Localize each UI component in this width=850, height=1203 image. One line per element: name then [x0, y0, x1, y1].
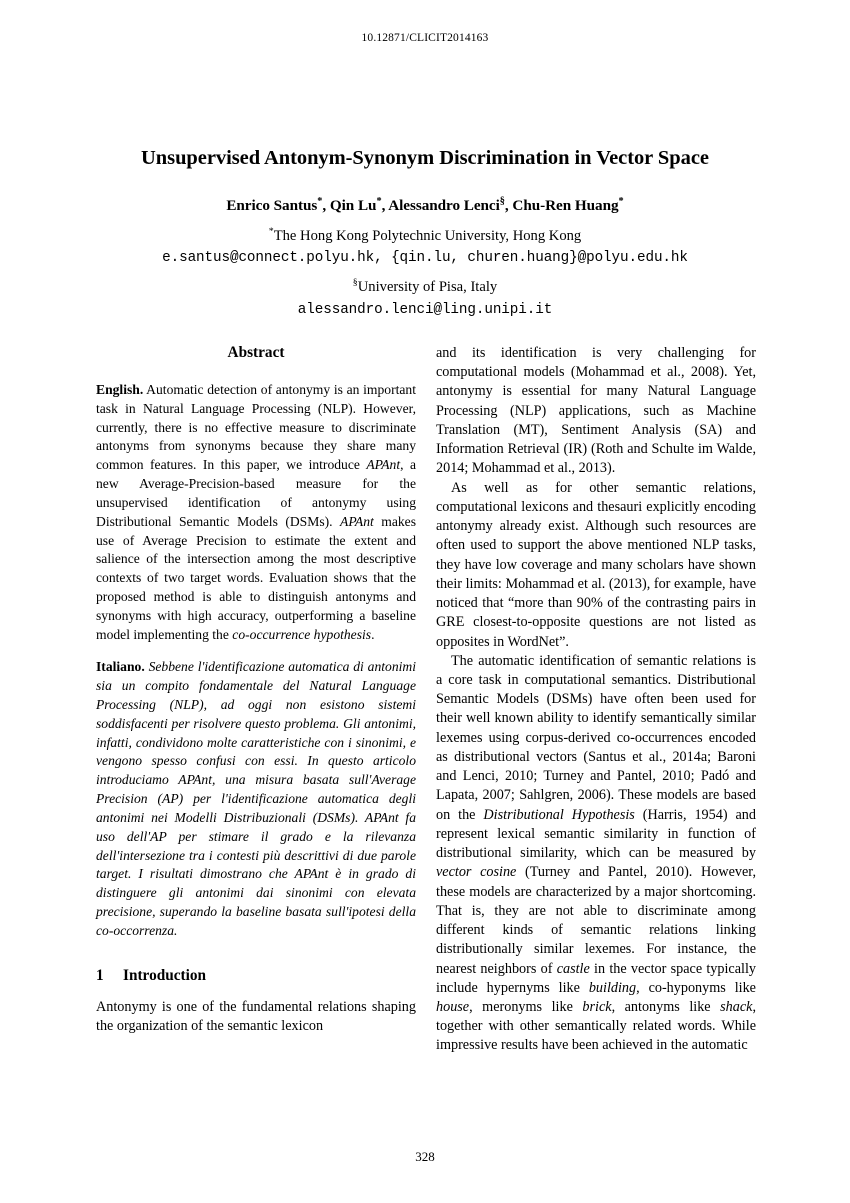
author-list: Enrico Santus*, Qin Lu*, Alessandro Lenci§, Chu-Ren Huang* [226, 195, 624, 214]
affiliation-2-marker: § [352, 277, 358, 289]
author-3: Alessandro Lenci [388, 196, 500, 214]
author-2-marker: * [376, 195, 382, 207]
abstract-english-label: English. [96, 382, 144, 397]
author-1-marker: * [317, 195, 323, 207]
affiliation-2 [75, 278, 775, 297]
page-title: Unsupervised Antonym-Synonym Discrimination in Vector Space [141, 147, 709, 169]
section-heading-introduction [96, 967, 416, 985]
left-column [96, 344, 416, 1036]
title-block [75, 146, 775, 319]
affiliation-2-name: University of Pisa, Italy [357, 279, 498, 296]
intro-paragraph-continuation: and its identification is very challenging for computational models (Mohammad et al., 2008). Yet, antonymy is essential for many Natural Language Processing (NLP) applications, such as Machine Translation (MT), Sentiment Analysis (SA) and Information Retrieval (IR) (Roth and Schulte im Walde, 2014; Mohammad et al., 2013). [436, 345, 756, 477]
affiliation-1-marker: * [268, 225, 274, 237]
author-4-marker: * [618, 195, 624, 207]
author-4: Chu-Ren Huang [512, 196, 619, 214]
affiliation-1-name: The Hong Kong Polytechnic University, Hong Kong [273, 227, 582, 244]
affiliation-1 [75, 227, 775, 246]
affiliation-1-email[interactable]: e.santus@connect.polyu.hk, {qin.lu, churen.huang}@polyu.edu.hk [162, 249, 688, 266]
section-number: 1 [96, 966, 104, 984]
author-1: Enrico Santus [226, 196, 318, 214]
section-title: Introduction [123, 966, 207, 984]
abstract-heading: Abstract [227, 344, 285, 361]
page-number: 328 [415, 1149, 435, 1164]
abstract-italian: Italiano. Sebbene l'identificazione automatica di antonimi sia un compito fondamentale del Natural Language Processing (NLP), ad oggi non esistono sistemi soddisfacenti per risolvere questo problema. Gli antonimi, infatti, condividono molte caratteristiche con i sinonimi, e vengono spesso confusi con essi. In questo articolo introduciamo APAnt, una misura basata sull'Average Precision (AP) per l'identificazione automatica degli antonimi nei Modelli Distribuzionali (DSMs). APAnt fa uso dell'AP per stimare il grado e la rilevanza dell'intersezione tra i contesti più descrittivi di due parole target. I risultati dimostrano che APAnt è in grado di distinguere gli antonimi dai sinonimi con elevata precisione, superando la baseline basata sull'ipotesi della co-occorrenza. [96, 659, 416, 938]
intro-paragraph-3: The automatic identification of semantic relations is a core task in computational semantics. Distributional Semantic Models (DSMs) have often been used for their well known ability to identify semantically similar lexemes using corpus-derived co-occurrences encoded as distributional vectors (Santus et al., 2014a; Baroni and Lenci, 2010; Turney and Pantel, 2010; Padó and Lapata, 2007; Sahlgren, 2006). These models are based on the Distributional Hypothesis (Harris, 1954) and represent lexical semantic similarity in function of distributional similarity, which can be measured by vector cosine (Turney and Pantel, 2010). However, these models are characterized by a major shortcoming. That is, they are not able to discriminate among different kinds of semantic relations linking distributionally similar lexemes. For instance, the nearest neighbors of castle in the vector space typically include hypernyms like building, co-hyponyms like house, meronyms like brick, antonyms like shack, together with other semantically related words. While impressive results have been achieved in the automatic [436, 652, 757, 1054]
intro-paragraph-2: As well as for other semantic relations, computational lexicons and thesauri explicitly encoding antonymy already exist. Although such resources are often used to support the above mentioned NLP tasks, they have low coverage and many scholars have shown their limits: Mohammad et al. (2013), for example, have noticed that “more than 90% of the contrasting pairs in GRE closest-to-opposite questions are not listed as opposites in WordNet”. [436, 479, 756, 650]
abstract-english: English. Automatic detection of antonymy is an important task in Natural Language Processing (NLP). However, currently, there is no effective measure to discriminate antonyms from synonyms because they share many common features. In this paper, we introduce APAnt, a new Average-Precision-based measure for the unsupervised identification of antonymy using Distributional Semantic Models (DSMs). APAnt makes use of Average Precision to estimate the extent and salience of the intersection among the most descriptive contexts of two target words. Evaluation shows that the proposed method is able to distinguish antonyms and synonyms with high accuracy, outperforming a baseline model implementing the co-occurrence hypothesis. [96, 382, 416, 642]
doi-header: 10.12871/CLICIT2014163 [361, 32, 489, 44]
right-column [436, 344, 756, 1056]
author-2: Qin Lu [329, 196, 377, 214]
body-columns [96, 344, 757, 1054]
introduction-paragraph-left: Antonymy is one of the fundamental relations shaping the organization of the semantic lexicon [96, 998, 416, 1034]
author-3-marker: § [499, 195, 505, 207]
abstract-italian-label: Italiano. [96, 659, 145, 675]
affiliation-2-email[interactable]: alessandro.lenci@ling.unipi.it [297, 301, 553, 318]
